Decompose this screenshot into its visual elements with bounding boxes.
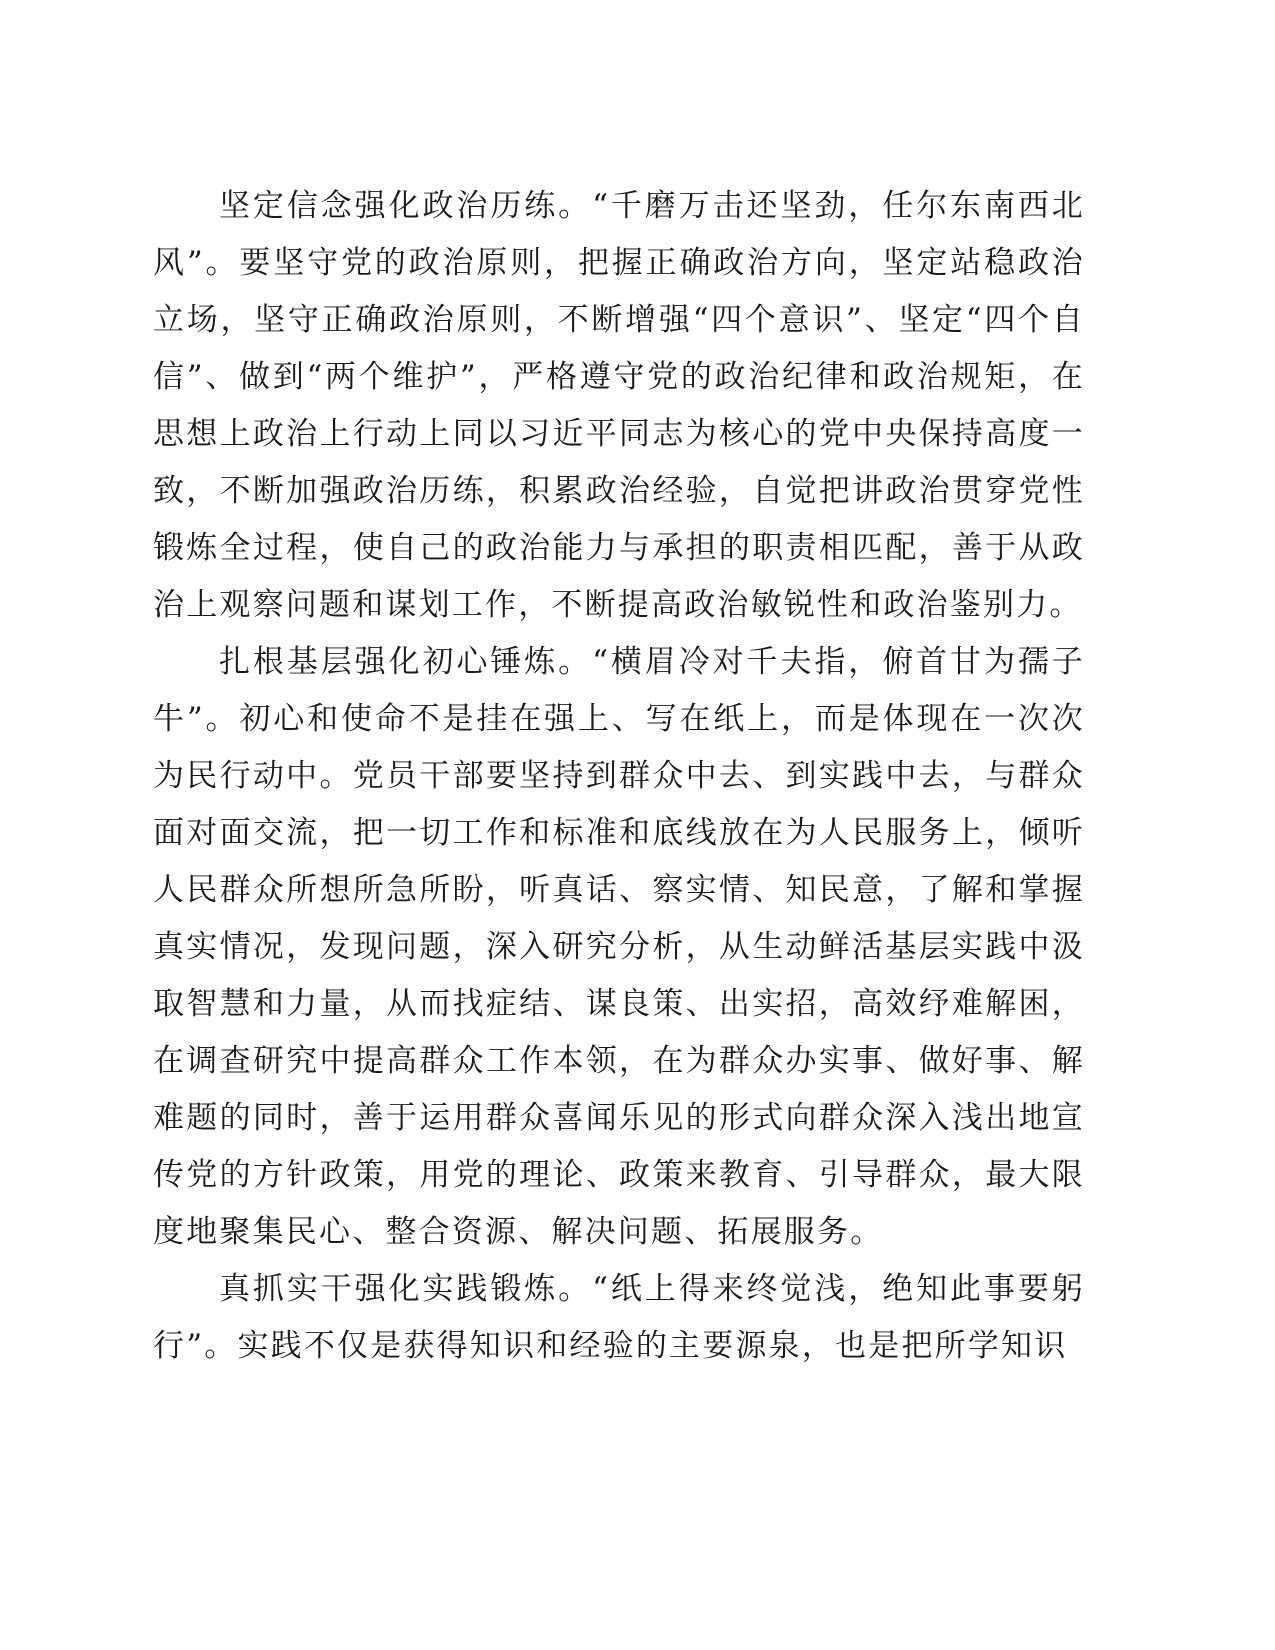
- paragraph-practice-training: 真抓实干强化实践锻炼。“纸上得来终觉浅，绝知此事要躬行”。实践不仅是获得知识和经验的主要源泉，也是把所学知识: [153, 1271, 1085, 1364]
- paragraph-grassroots-training: 扎根基层强化初心锤炼。“横眉冷对千夫指，俯首甘为孺子牛”。初心和使命不是挂在强上、写在纸上，而是体现在一次次为民行动中。党员干部要坚持到群众中去、到实践中去，与群众面对面交流，把一切工作和标准和底线放在为人民服务上，倾听人民群众所想所急所盼，听真话、察实情、知民意，了解和掌握真实情况，发现问题，深入研究分析，从生动鲜活基层实践中汲取智慧和力量，从而找症结、谋良策、出实招，高效纾难解困，在调查研究中提高群众工作本领，在为群众办实事、做好事、解难题的同时，善于运用群众喜闻乐见的形式向群众深入浅出地宣传党的方针政策，用党的理论、政策来教育、引导群众，最大限度地聚集民心、整合资源、解决问题、拓展服务。: [153, 644, 1085, 1250]
- document-body: [153, 178, 1085, 1375]
- paragraph-political-training: 坚定信念强化政治历练。“千磨万击还坚劲，任尔东南西北风”。要坚守党的政治原则，把握正确政治方向，坚定站稳政治立场，坚守正确政治原则，不断增强“四个意识”、坚定“四个自信”、做到“两个维护”，严格遵守党的政治纪律和政治规矩，在思想上政治上行动上同以习近平同志为核心的党中央保持高度一致，不断加强政治历练，积累政治经验，自觉把讲政治贯穿党性锻炼全过程，使自己的政治能力与承担的职责相匹配，善于从政治上观察问题和谋划工作，不断提高政治敏锐性和政治鉴别力。: [153, 188, 1085, 623]
